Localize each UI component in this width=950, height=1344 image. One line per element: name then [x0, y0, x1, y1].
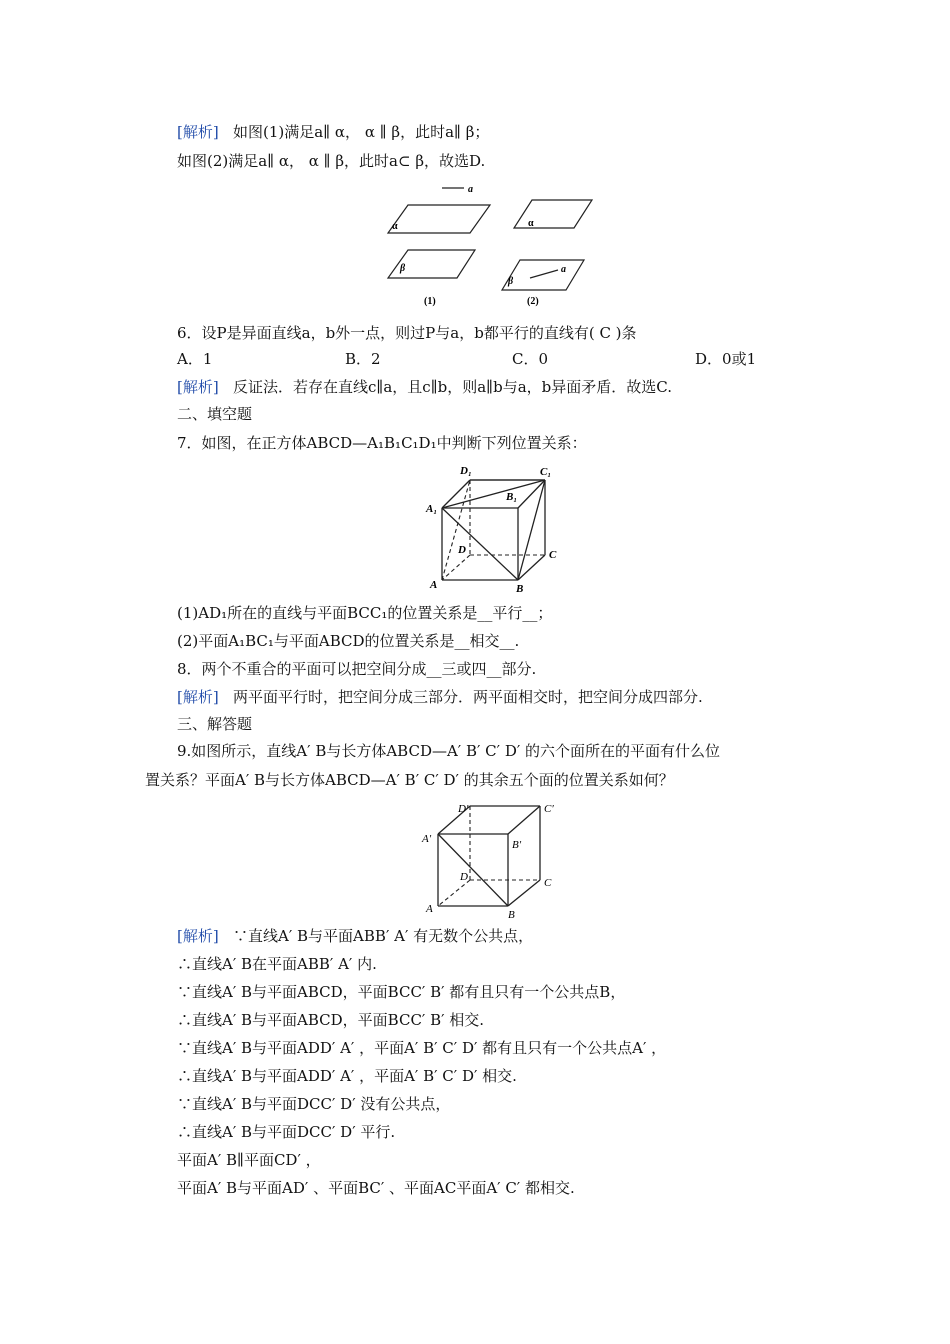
plane-alpha-2: [514, 200, 592, 228]
q6-option-b: B．2: [345, 350, 381, 368]
q5-analysis-line2: 如图(2)满足a∥ α， α ∥ β，此时a⊂ β，故选D.: [177, 152, 486, 170]
vertex-c: C: [549, 549, 557, 561]
q6-stem: 6．设P是异面直线a，b外一点，则过P与a，b都平行的直线有( C )条: [177, 324, 637, 342]
vertex-d-prime: D′: [458, 803, 469, 815]
analysis-text: 反证法．若存在直线c∥a，且c∥b，则a∥b与a，b异面矛盾．故选C.: [233, 378, 672, 396]
q7-sub1: (1)AD₁所在的直线与平面BCC₁的位置关系是__平行__；: [177, 604, 553, 622]
vertex-d1: D₁: [460, 465, 472, 477]
q9-analysis-line6: ∴直线A′ B与平面ADD′ A′ ，平面A′ B′ C′ D′ 相交.: [177, 1067, 517, 1085]
q9-analysis-line2: ∴直线A′ B在平面ABB′ A′ 内.: [177, 955, 377, 973]
vertex-c-prime: C′: [544, 803, 554, 815]
analysis-tag: [解析]: [177, 378, 219, 396]
vertex-a1: A₁: [426, 503, 438, 515]
q9-analysis-line1: [177, 926, 533, 946]
caption-1: (1): [424, 296, 436, 307]
vertex-b-prime: B′: [512, 839, 522, 851]
vertex-b: B: [516, 583, 524, 595]
vertex-b: B: [508, 909, 515, 920]
vertex-d: D: [460, 871, 468, 883]
vertex-a-prime: A′: [422, 833, 432, 845]
q9-analysis-line5: ∵直线A′ B与平面ADD′ A′ ，平面A′ B′ C′ D′ 都有且只有一个公共点A′ ，: [177, 1039, 667, 1057]
label-alpha1: α: [392, 221, 398, 232]
vertex-c: C: [544, 877, 552, 889]
cube-figure-q7: [420, 460, 570, 595]
plane-beta-2: [502, 260, 584, 290]
analysis-tag: [解析]: [177, 688, 219, 706]
q9-analysis-line8: ∴直线A′ B与平面DCC′ D′ 平行.: [177, 1123, 396, 1141]
line-a-2: [530, 270, 558, 278]
q6-option-c: C．0: [512, 350, 549, 368]
q9-analysis-line9: 平面A′ B∥平面CD′ ，: [177, 1151, 321, 1169]
q7-sub2: (2)平面A₁BC₁与平面ABCD的位置关系是__相交__.: [177, 632, 520, 650]
q9-stem-line2: 置关系？平面A′ B与长方体ABCD—A′ B′ C′ D′ 的其余五个面的位置关系如何？: [145, 771, 674, 789]
q7-stem: 7．如图，在正方体ABCD—A₁B₁C₁D₁中判断下列位置关系：: [177, 434, 587, 452]
analysis-tag: [解析]: [177, 123, 219, 141]
q6-option-a: A．1: [177, 350, 213, 368]
cuboid-figure-q9: [420, 800, 570, 920]
q9-analysis-line10: 平面A′ B与平面AD′ 、平面BC′ 、平面AC平面A′ C′ 都相交.: [177, 1179, 575, 1197]
q6-analysis: [177, 377, 672, 397]
q9-analysis-line7: ∵直线A′ B与平面DCC′ D′ 没有公共点，: [177, 1095, 451, 1113]
q9-analysis-line3: ∵直线A′ B与平面ABCD，平面BCC′ B′ 都有且只有一个公共点B，: [177, 983, 626, 1001]
parallel-planes-figure: [380, 180, 610, 310]
plane-alpha-1: [388, 205, 490, 233]
caption-2: (2): [527, 296, 539, 307]
analysis-text: 两平面平行时，把空间分成三部分．两平面相交时，把空间分成四部分.: [233, 688, 703, 706]
q6-option-d: D．0或1: [695, 350, 757, 368]
vertex-a: A: [430, 579, 438, 591]
analysis-tag: [解析]: [177, 927, 219, 945]
vertex-b1: B₁: [506, 491, 518, 503]
vertex-d: D: [458, 544, 466, 556]
analysis-text: ∵直线A′ B与平面ABB′ A′ 有无数个公共点，: [233, 927, 534, 945]
q9-analysis-line4: ∴直线A′ B与平面ABCD，平面BCC′ B′ 相交.: [177, 1011, 485, 1029]
section-solve-heading: 三、解答题: [177, 715, 253, 733]
label-a2: a: [561, 264, 566, 275]
q5-analysis-line1: [177, 122, 489, 142]
label-beta2: β: [508, 276, 514, 287]
q8-analysis: [177, 687, 703, 707]
vertex-c1: C₁: [540, 466, 552, 478]
q8-stem: 8．两个不重合的平面可以把空间分成__三或四__部分.: [177, 660, 537, 678]
label-alpha2: α: [528, 218, 534, 229]
label-a1: a: [468, 184, 473, 195]
q9-stem-line1: 9.如图所示，直线A′ B与长方体ABCD—A′ B′ C′ D′ 的六个面所在的平面有什么位: [177, 742, 721, 760]
vertex-a: A: [426, 903, 433, 915]
analysis-text: 如图(1)满足a∥ α， α ∥ β，此时a∥ β；: [233, 123, 490, 141]
label-beta1: β: [400, 263, 406, 274]
section-fill-blank-heading: 二、填空题: [177, 405, 253, 423]
